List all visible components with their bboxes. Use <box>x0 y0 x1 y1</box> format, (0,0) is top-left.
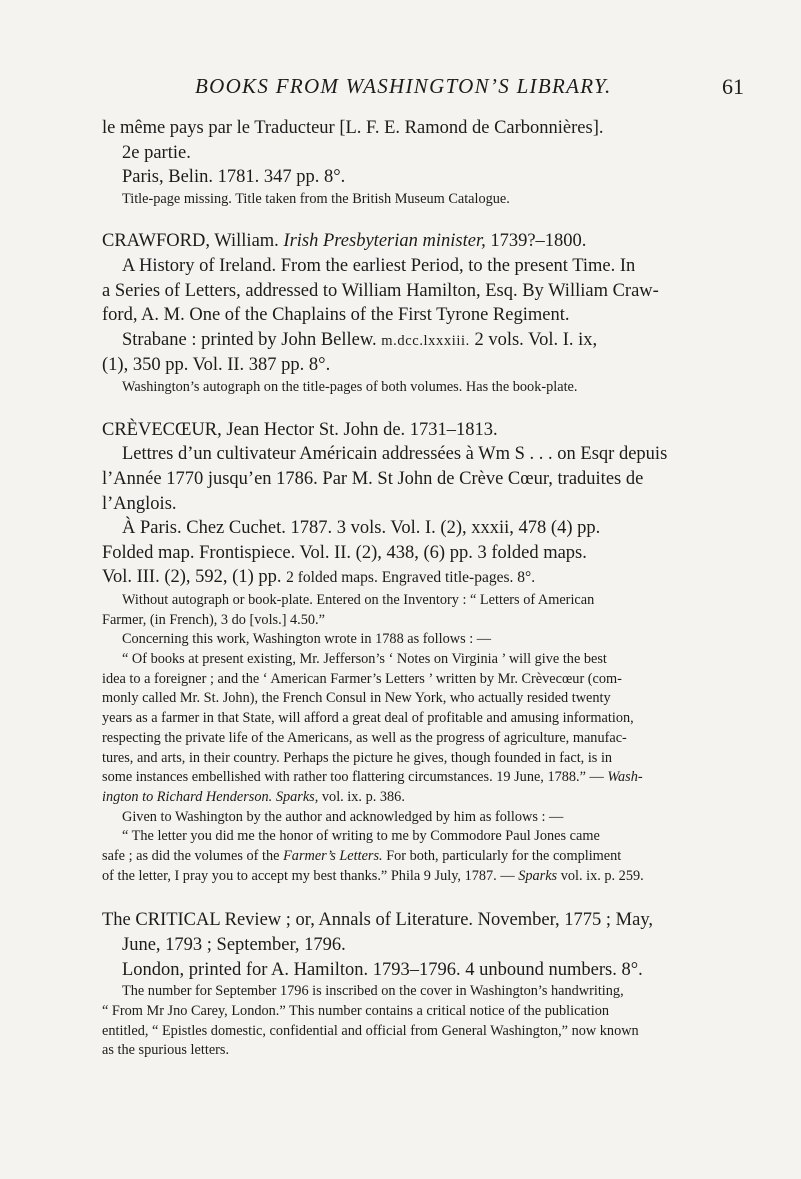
entry-continuation <box>102 116 786 209</box>
heading-author: CRAWFORD, William. <box>102 231 279 252</box>
heading-dates: 1739?–1800. <box>490 231 587 252</box>
text-line: Lettres d’un cultivateur Américain addressées à Wm S . . . on Esqr depuis <box>122 444 668 465</box>
citation-line: of the letter, I pray you to accept my best thanks.” Phila 9 July, 1787. — Sparks vol. ix. p. 259. <box>102 867 644 884</box>
quote-line: monly called Mr. St. John), the French Consul in New York, who actually resided twenty <box>102 690 611 707</box>
entry-heading: The CRITICAL Review ; or, Annals of Literature. November, 1775 ; May, <box>102 910 653 931</box>
page-body <box>102 116 786 1061</box>
note-line: Title-page missing. Title taken from the British Museum Catalogue. <box>122 190 510 207</box>
text-line: ford, A. M. One of the Chaplains of the First Tyrone Regiment. <box>102 305 570 326</box>
page-header <box>0 74 801 104</box>
note-line: “ From Mr Jno Carey, London.” This number contains a critical notice of the publication <box>102 1002 610 1019</box>
quote-line: respecting the private life of the Americans, as well as the progress of agriculture, manufac- <box>102 729 627 746</box>
note-line: The number for September 1796 is inscribed on the cover in Washington’s handwriting, <box>122 983 624 1000</box>
entry-critical-review <box>102 908 786 1061</box>
note-line: Concerning this work, Washington wrote in 1788 as follows : — <box>122 631 492 648</box>
text-line: 2e partie. <box>122 142 191 163</box>
roman-date: m.dcc.lxxxiii. <box>381 332 470 349</box>
entry-crevecoeur <box>102 418 786 887</box>
text-line: June, 1793 ; September, 1796. <box>122 935 346 956</box>
quote-line: “ Of books at present existing, Mr. Jefferson’s ‘ Notes on Virginia ’ will give the best <box>122 651 607 668</box>
text-line: a Series of Letters, addressed to William Hamilton, Esq. By William Craw- <box>102 280 659 301</box>
running-title: BOOKS FROM WASHINGTON’S LIBRARY. <box>195 74 612 98</box>
note-line: Farmer, (in French), 3 do [vols.] 4.50.” <box>102 611 325 628</box>
quote-line: tures, and arts, in their country. Perhaps the picture he gives, though founded in fact, is in <box>102 749 613 766</box>
note-line: Washington’s autograph on the title-pages of both volumes. Has the book-plate. <box>122 379 578 396</box>
note-line: Given to Washington by the author and acknowledged by him as follows : — <box>122 808 564 825</box>
text-line: (1), 350 pp. Vol. II. 387 pp. 8°. <box>102 355 331 376</box>
quote-line: years as a farmer in that State, will afford a great deal of profitable and amusing information, <box>102 710 634 727</box>
note-line: as the spurious letters. <box>102 1042 230 1059</box>
text-line: l’Anglois. <box>102 493 177 514</box>
citation-line: ington to Richard Henderson. Sparks, vol. ix. p. 386. <box>102 788 405 805</box>
quote-line: some instances embellished with rather too flattering circumstances. 19 June, 1788.” — Wash- <box>102 769 643 786</box>
text-line: l’Année 1770 jusqu’en 1786. Par M. St John de Crève Cœur, traduites de <box>102 468 644 489</box>
text-line: À Paris. Chez Cuchet. 1787. 3 vols. Vol. I. (2), xxxii, 478 (4) pp. <box>122 518 601 539</box>
text-line: le même pays par le Traducteur [L. F. E. Ramond de Carbonnières]. <box>102 118 604 138</box>
quote-line: idea to a foreigner ; and the ‘ American Farmer’s Letters ’ written by Mr. Crèvecœur (com- <box>102 670 622 687</box>
quote-line: “ The letter you did me the honor of writing to me by Commodore Paul Jones came <box>122 828 600 845</box>
entry-crawford <box>102 229 786 397</box>
entry-gap <box>102 209 786 229</box>
entry-gap <box>102 886 786 908</box>
text-line: London, printed for A. Hamilton. 1793–1796. 4 unbound numbers. 8°. <box>122 959 643 980</box>
text-line: A History of Ireland. From the earliest Period, to the present Time. In <box>122 256 636 277</box>
text-line: Vol. III. (2), 592, (1) pp. 2 folded maps. Engraved title-pages. 8°. <box>102 567 536 588</box>
imprint-line: Strabane : printed by John Bellew. m.dcc.lxxxiii. 2 vols. Vol. I. ix, <box>122 329 598 350</box>
heading-description: Irish Presbyterian minister, <box>283 231 486 252</box>
entry-gap <box>102 398 786 418</box>
note-line: entitled, “ Epistles domestic, confidential and official from General Washington,” now known <box>102 1022 639 1039</box>
text-line: Paris, Belin. 1781. 347 pp. 8°. <box>122 167 346 188</box>
quote-line: safe ; as did the volumes of the Farmer’s Letters. For both, particularly for the compliment <box>102 848 622 865</box>
page-number: 61 <box>722 74 744 99</box>
text-line: Folded map. Frontispiece. Vol. II. (2), 438, (6) pp. 3 folded maps. <box>102 542 587 563</box>
entry-heading <box>102 229 786 254</box>
note-line: Without autograph or book-plate. Entered on the Inventory : “ Letters of American <box>122 591 595 608</box>
entry-heading: CRÈVECŒUR, Jean Hector St. John de. 1731–1813. <box>102 419 498 440</box>
